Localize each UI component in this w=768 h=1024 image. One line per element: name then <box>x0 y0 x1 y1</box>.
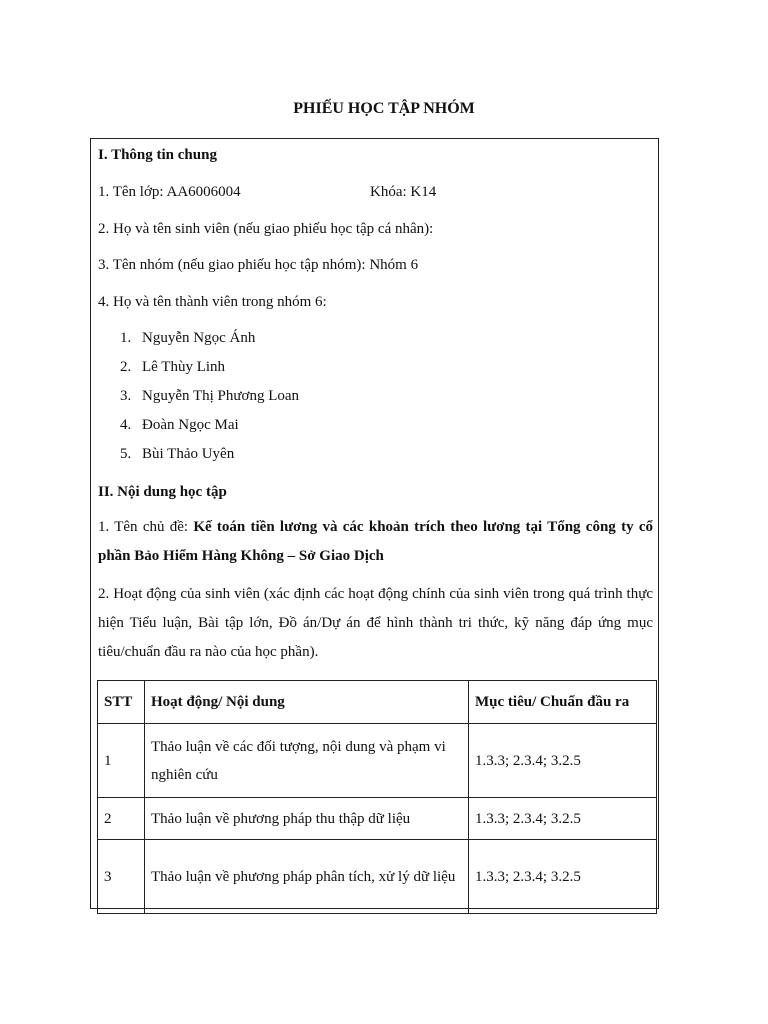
section-1-heading: I. Thông tin chung <box>98 147 217 163</box>
course-line: Khóa: K14 <box>370 184 437 200</box>
member-name: Bùi Thảo Uyên <box>142 446 235 462</box>
member-name: Đoàn Ngọc Mai <box>142 417 239 433</box>
activity-paragraph: 2. Hoạt động của sinh viên (xác định các hoạt động chính của sinh viên trong quá trình thực hiện Tiểu luận, Bài tập lớn, Đồ án/Dự án để hình thành tri thức, kỹ năng đáp ứng mục tiêu/chuẩn đầu ra nào của học phần). <box>98 586 653 660</box>
row-stt: 3 <box>98 840 145 914</box>
header-activity: Hoạt động/ Nội dung <box>145 681 469 724</box>
header-stt: STT <box>98 681 145 724</box>
list-item: 4. Đoàn Ngọc Mai <box>120 417 239 433</box>
member-name: Nguyễn Thị Phương Loan <box>142 388 300 404</box>
table-row <box>98 840 657 914</box>
row-content: Thảo luận về phương pháp thu thập dữ liệu <box>145 798 469 840</box>
members-line: 4. Họ và tên thành viên trong nhóm 6: <box>98 294 327 310</box>
student-line: 2. Họ và tên sinh viên (nếu giao phiếu học tập cá nhân): <box>98 221 434 237</box>
group-line: 3. Tên nhóm (nếu giao phiếu học tập nhóm): Nhóm 6 <box>98 257 419 273</box>
row-content: Thảo luận về các đối tượng, nội dung và phạm vi nghiên cứu <box>145 724 469 798</box>
row-stt: 1 <box>98 724 145 798</box>
section-2-heading: II. Nội dung học tập <box>98 484 227 500</box>
member-list <box>120 330 299 475</box>
header-goal: Mục tiêu/ Chuẩn đầu ra <box>469 681 657 724</box>
class-line: 1. Tên lớp: AA6006004 <box>98 184 241 200</box>
topic-paragraph <box>98 513 653 571</box>
document-title: PHIẾU HỌC TẬP NHÓM <box>293 100 475 117</box>
row-content: Thảo luận về phương pháp phân tích, xử lý dữ liệu <box>145 840 469 914</box>
list-item: 3. Nguyễn Thị Phương Loan <box>120 388 300 404</box>
list-item: 5. Bùi Thảo Uyên <box>120 446 235 462</box>
list-item: 1. Nguyễn Ngọc Ánh <box>120 330 256 346</box>
table-header-row <box>98 681 657 724</box>
row-goal: 1.3.3; 2.3.4; 3.2.5 <box>469 724 657 798</box>
row-goal: 1.3.3; 2.3.4; 3.2.5 <box>469 798 657 840</box>
list-item: 2. Lê Thùy Linh <box>120 359 226 375</box>
table-row <box>98 724 657 798</box>
member-name: Lê Thùy Linh <box>142 359 226 375</box>
row-goal: 1.3.3; 2.3.4; 3.2.5 <box>469 840 657 914</box>
activity-table <box>97 680 657 914</box>
member-name: Nguyễn Ngọc Ánh <box>142 330 256 346</box>
row-stt: 2 <box>98 798 145 840</box>
topic-prefix: 1. Tên chủ đề: <box>98 519 194 535</box>
topic-title: Kế toán tiền lương và các khoản trích theo lương tại Tổng công ty cổ phần Bảo Hiểm Hàng Không – Sở Giao Dịch <box>98 519 653 564</box>
table-row <box>98 798 657 840</box>
